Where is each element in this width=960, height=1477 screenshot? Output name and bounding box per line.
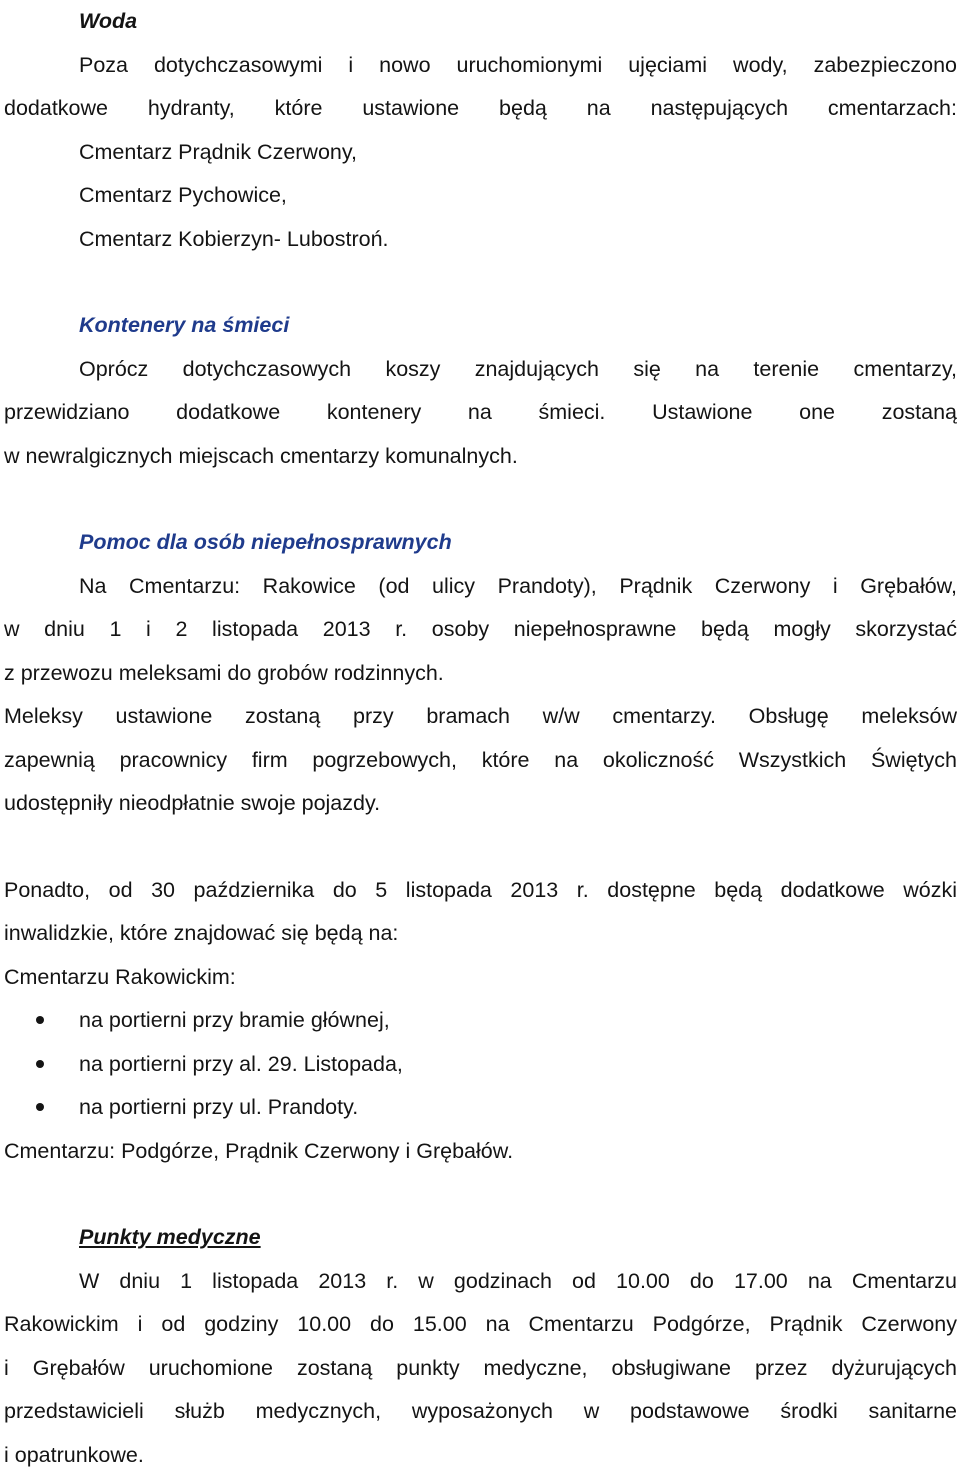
paragraph-line: i opatrunkowe. [4,1434,957,1477]
paragraph-line: Ponadto, od 30 października do 5 listopada 2013 r. dostępne będą dodatkowe wózki [4,869,957,913]
bullet-icon [36,1060,44,1068]
section-pomoc [4,521,957,826]
section-heading-punkty [4,1216,957,1260]
section-woda [4,0,957,261]
paragraph-line: z przewozu meleksami do grobów rodzinnych. [4,652,957,696]
paragraph-line: zapewnią pracownicy firm pogrzebowych, które na okoliczność Wszystkich Świętych [4,739,957,783]
section-heading-kontenery: Kontenery na śmieci [4,304,957,348]
section-heading-text: Punkty medyczne [79,1225,261,1249]
section-punkty [4,1216,957,1477]
paragraph-line: przedstawicieli służb medycznych, wyposażonych w podstawowe środki sanitarne [4,1390,957,1434]
paragraph-line: Poza dotychczasowymi i nowo uruchomionymi ujęciami wody, zabezpieczono [4,44,957,88]
list-item: Cmentarz Pychowice, [4,174,957,218]
bullet-text: na portierni przy bramie głównej, [79,1008,390,1032]
paragraph-line: i Grębałów uruchomione zostaną punkty medyczne, obsługiwane przez dyżurujących [4,1347,957,1391]
list-item: Cmentarz Kobierzyn- Lubostroń. [4,218,957,262]
section-heading-pomoc: Pomoc dla osób niepełnosprawnych [4,521,957,565]
spacer [4,261,957,304]
spacer [4,1173,957,1216]
paragraph-line: przewidziano dodatkowe kontenery na śmieci. Ustawione one zostaną [4,391,957,435]
document-page [4,0,957,1477]
paragraph-line: Cmentarzu Rakowickim: [4,956,957,1000]
paragraph-line: Oprócz dotychczasowych koszy znajdujących się na terenie cmentarzy, [4,348,957,392]
paragraph-line: inwalidzkie, które znajdować się będą na: [4,912,957,956]
paragraph-line: Cmentarzu: Podgórze, Prądnik Czerwony i Grębałów. [4,1130,957,1174]
paragraph-line: Meleksy ustawione zostaną przy bramach w/w cmentarzy. Obsługę meleksów [4,695,957,739]
list-item: Cmentarz Prądnik Czerwony, [4,131,957,175]
paragraph-line: Na Cmentarzu: Rakowice (od ulicy Prandoty), Prądnik Czerwony i Grębałów, [4,565,957,609]
spacer [4,478,957,521]
paragraph-line: Rakowickim i od godziny 10.00 do 15.00 na Cmentarzu Podgórze, Prądnik Czerwony [4,1303,957,1347]
section-wozki [4,869,957,1174]
paragraph-line: udostępniły nieodpłatnie swoje pojazdy. [4,782,957,826]
bullet-item [4,1043,957,1087]
paragraph-line: w dniu 1 i 2 listopada 2013 r. osoby niepełnosprawne będą mogły skorzystać [4,608,957,652]
bullet-icon [36,1016,44,1024]
paragraph-line: w newralgicznych miejscach cmentarzy komunalnych. [4,435,957,479]
bullet-text: na portierni przy al. 29. Listopada, [79,1052,403,1076]
section-heading-woda: Woda [4,0,957,44]
bullet-item [4,999,957,1043]
bullet-icon [36,1103,44,1111]
bullet-item [4,1086,957,1130]
paragraph-line: W dniu 1 listopada 2013 r. w godzinach od 10.00 do 17.00 na Cmentarzu [4,1260,957,1304]
paragraph-line: dodatkowe hydranty, które ustawione będą na następujących cmentarzach: [4,87,957,131]
section-kontenery [4,304,957,478]
spacer [4,826,957,869]
bullet-text: na portierni przy ul. Prandoty. [79,1095,358,1119]
